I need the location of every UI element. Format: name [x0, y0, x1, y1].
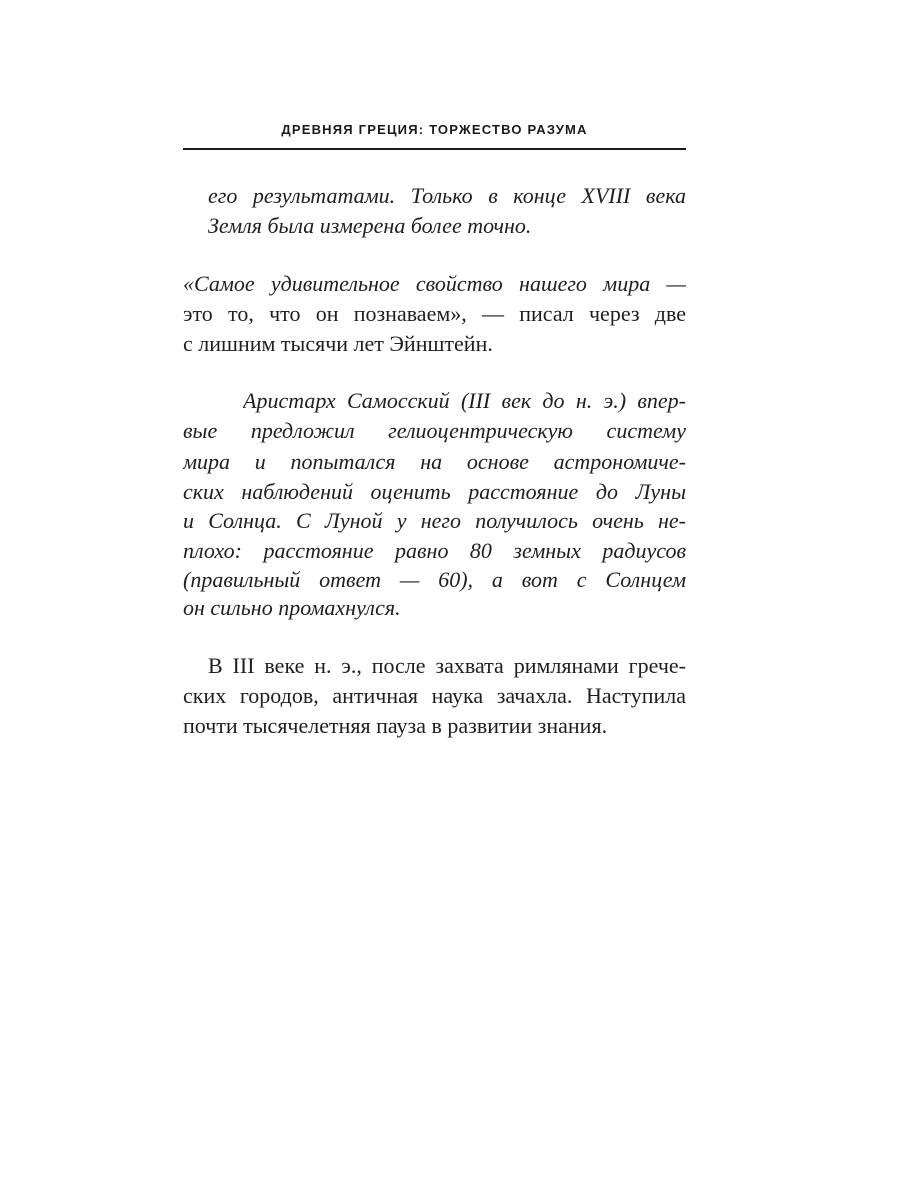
text-line: мира и попытался на основе астрономиче-: [183, 449, 686, 474]
text-line: с лишним тысячи лет Эйнштейн.: [183, 331, 493, 356]
text-line: вые предложил гелиоцентрическую систему: [183, 418, 686, 443]
text-line: плохо: расстояние равно 80 земных радиусов: [183, 538, 686, 563]
text-line: ских наблюдений оценить расстояние до Луны: [183, 479, 686, 504]
text-line: почти тысячелетняя пауза в развитии знания.: [183, 713, 608, 738]
text-line: это то, что он познаваем», — писал через две: [183, 301, 686, 326]
text-line: В III веке н. э., после захвата римлянами грече-: [208, 653, 686, 678]
text-line: он сильно промахнулся.: [183, 595, 401, 620]
text-line: и Солнца. С Луной у него получилось очень не-: [183, 508, 686, 533]
text-line: его результатами. Только в конце XVIII века: [208, 183, 686, 208]
running-head-rule: [183, 148, 686, 150]
text-line: ских городов, античная наука зачахла. Наступила: [183, 683, 686, 708]
text-line: «Самое удивительное свойство нашего мира —: [183, 271, 686, 296]
text-line: Аристарх Самосский (III век до н. э.) впер-: [243, 388, 686, 413]
text-line: Земля была измерена более точно.: [208, 213, 532, 238]
running-head: ДРЕВНЯЯ ГРЕЦИЯ: ТОРЖЕСТВО РАЗУМА: [281, 122, 588, 137]
text-line: (правильный ответ — 60), а вот с Солнцем: [183, 567, 686, 592]
